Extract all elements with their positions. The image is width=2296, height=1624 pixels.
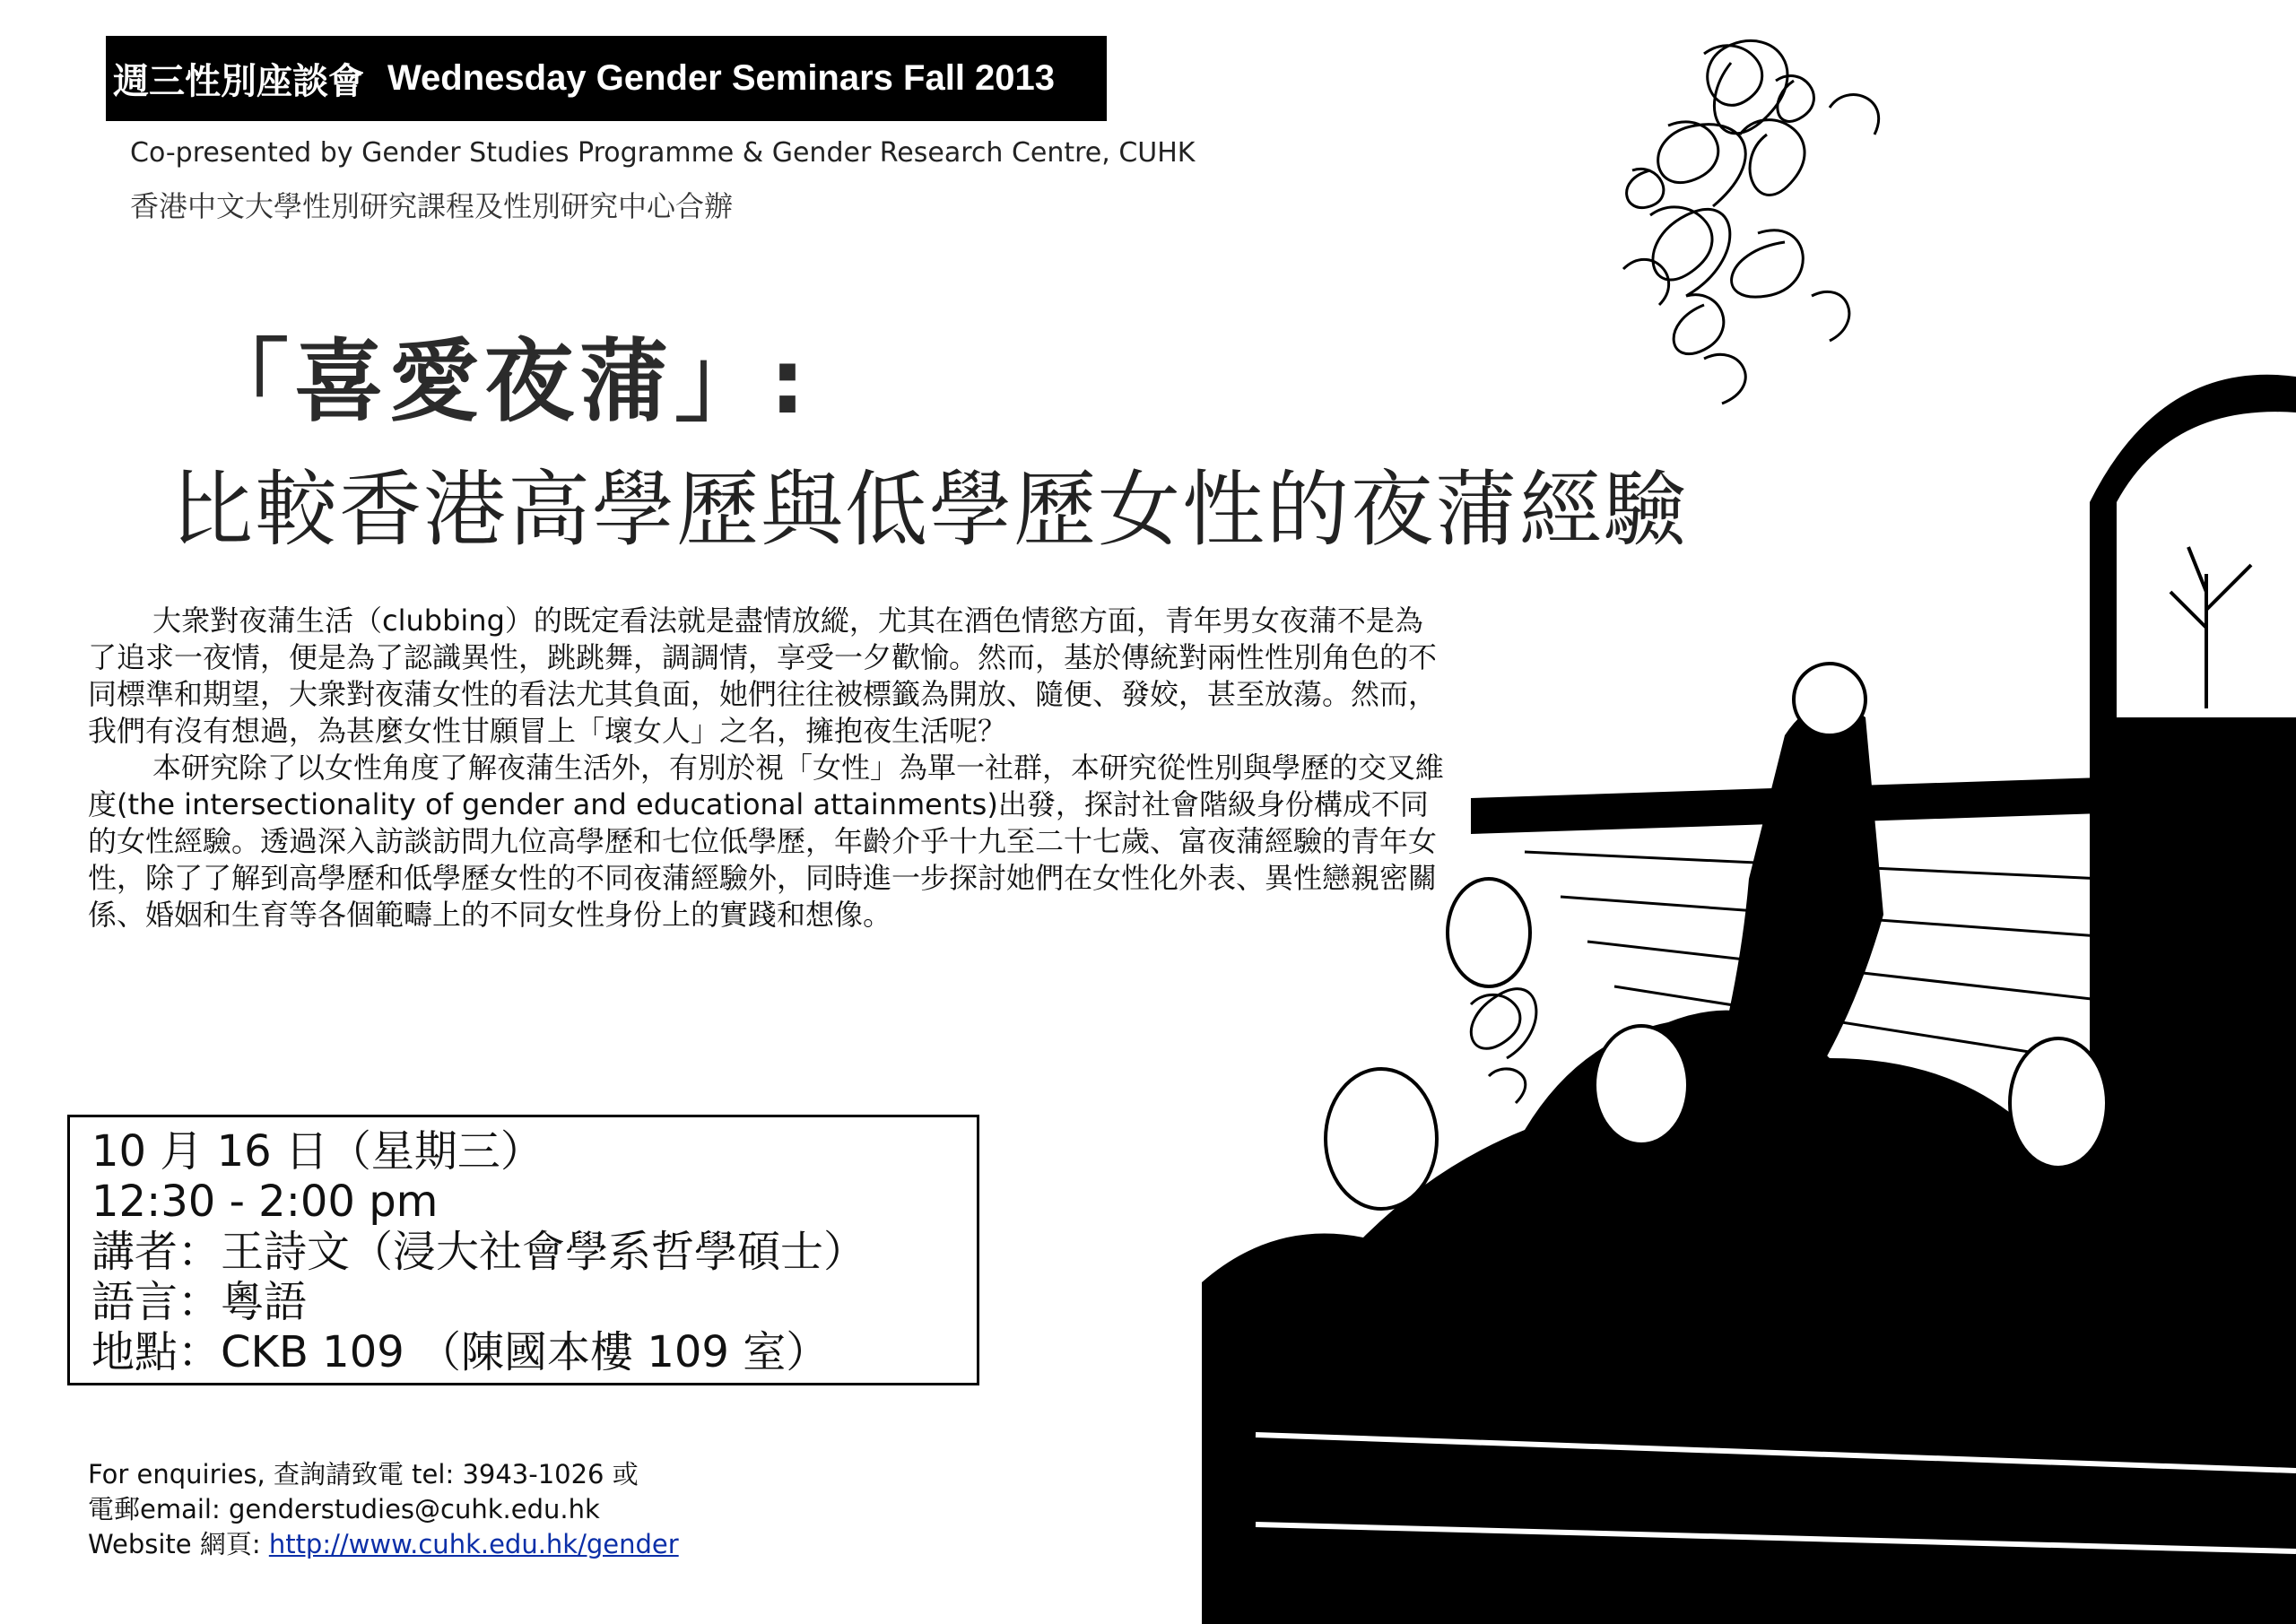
contact-footer	[88, 1457, 679, 1562]
seminar-title-line2: 比較香港高學歷與低學歷女性的夜蒲經驗	[170, 462, 1689, 558]
standing-man-head	[1794, 664, 1866, 735]
abstract-paragraph-2: 本研究除了以女性角度了解夜蒲生活外，有別於視「女性」為單一社群，本研究從性別與學歷的交叉維度(the intersectionality of gender and educational attainments)出發，探討社會階級身份構成不同的女性經驗。透過深入訪談訪問九位高學歷和七位低學歷，年齡介乎十九至二十七歲、富夜蒲經驗的青年女性，除了了解到高學歷和低學歷女性的不同夜蒲經驗外，同時進一步探討她們在女性化外表、異性戀親密關係、婚姻和生育等各個範疇上的不同女性身份上的實踐和想像。	[88, 751, 1445, 932]
event-speaker: 講者：王詩文（浸大社會學系哲學碩士）	[91, 1227, 867, 1277]
event-date: 10 月 16 日（星期三）	[91, 1126, 544, 1177]
abstract-paragraph-1: 大衆對夜蒲生活（clubbing）的既定看法就是盡情放縱，尤其在酒色情慾方面，青年男女夜蒲不是為了追求一夜情，便是為了認識異性，跳跳舞，調調情，享受一夕歡愉。然而，基於傳統對兩性性別角色的不同標準和期望，大衆對夜蒲女性的看法尤其負面，她們往往被標籤為開放、隨便、發姣，甚至放蕩。然而，我們有沒有想過，為甚麼女性甘願冒上「壞女人」之名，擁抱夜生活呢？	[88, 604, 1438, 748]
header-zh-title: 週三性別座談會	[113, 62, 364, 101]
seminar-title-line1: 「喜愛夜蒲」:	[199, 329, 811, 434]
website-label: Website 網頁:	[88, 1529, 269, 1559]
header-banner	[106, 36, 1107, 121]
enquiry-phone: For enquiries, 查詢請致電 tel: 3943-1026 或	[88, 1459, 639, 1489]
copresented-english: Co-presented by Gender Studies Programme & Gender Research Centre, CUHK	[130, 137, 1196, 169]
event-language: 語言：粵語	[91, 1277, 308, 1327]
nightclub-illustration	[1202, 0, 2296, 1624]
event-venue: 地點：CKB 109 （陳國本樓 109 室）	[91, 1327, 830, 1377]
copresented-chinese: 香港中文大學性別研究課程及性別研究中心合辦	[130, 189, 734, 223]
enquiry-email: 電郵email: genderstudies@cuhk.edu.hk	[88, 1494, 600, 1524]
event-time: 12:30 - 2:00 pm	[91, 1177, 439, 1227]
website-link[interactable]: http://www.cuhk.edu.hk/gender	[268, 1529, 679, 1559]
website-line	[88, 1527, 679, 1562]
event-info-box	[67, 1115, 979, 1385]
header-en-title: Wednesday Gender Seminars Fall 2013	[387, 58, 1056, 98]
